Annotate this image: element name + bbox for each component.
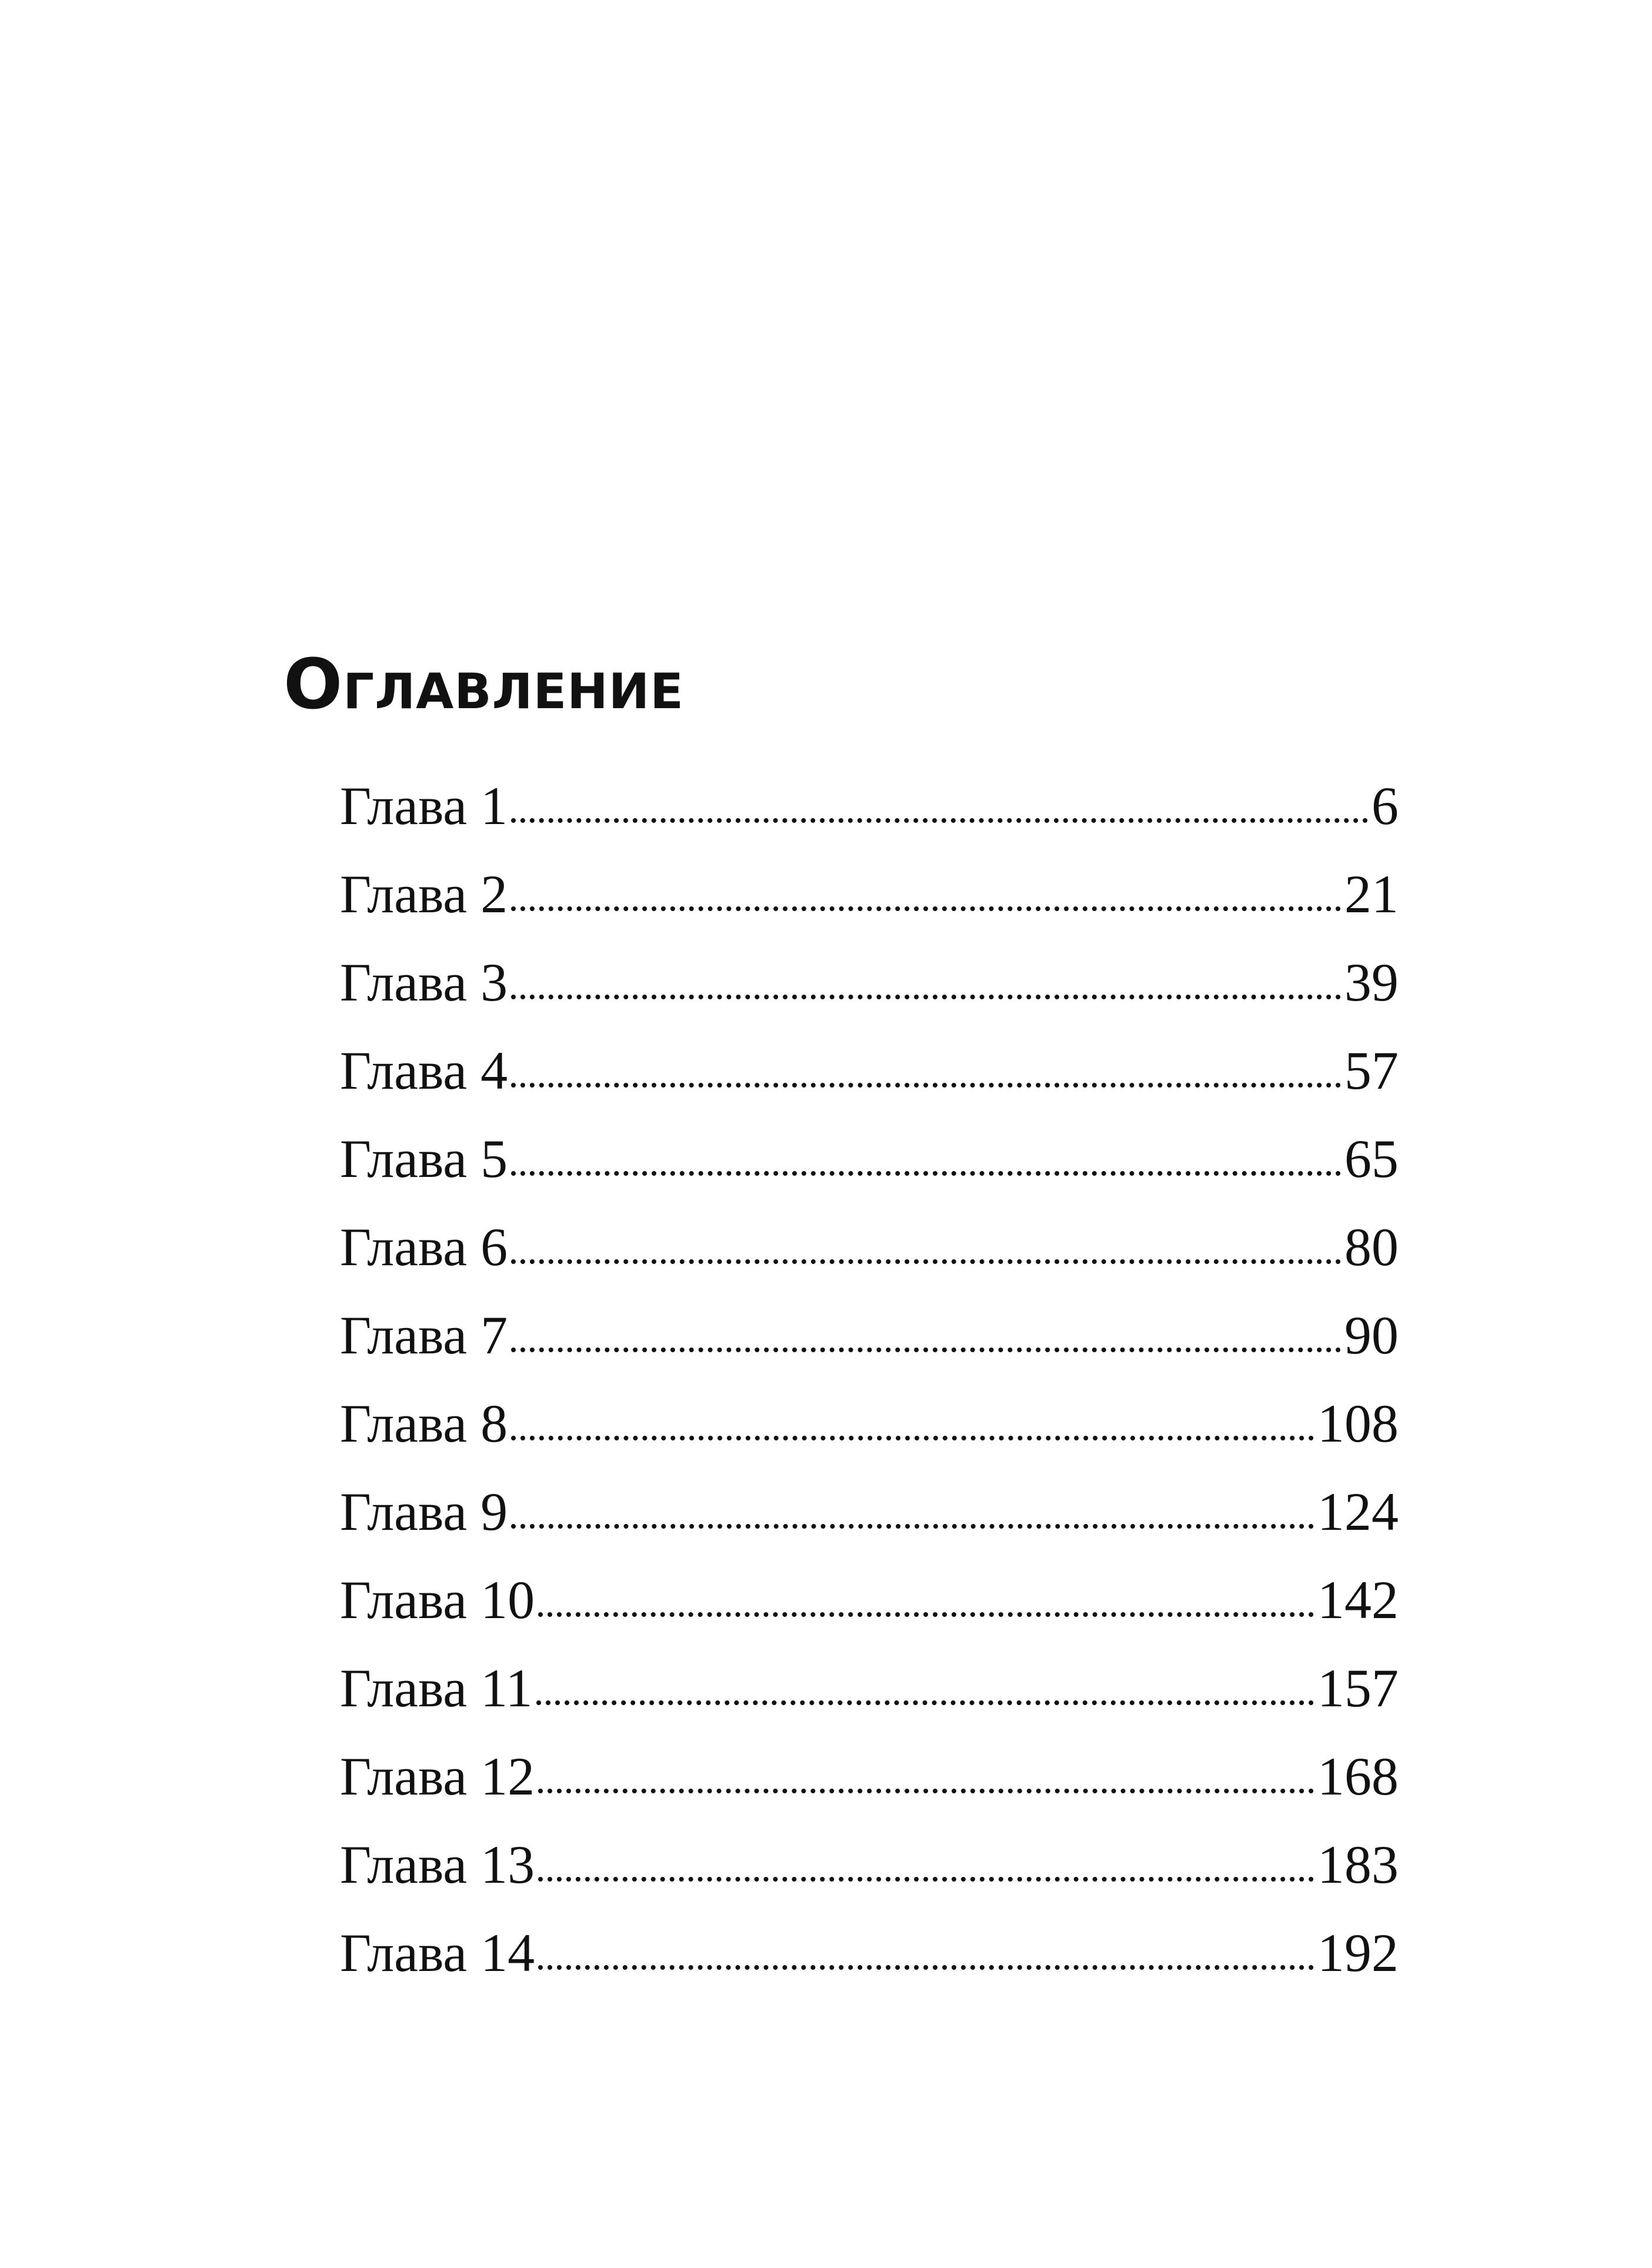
toc-entry <box>340 850 1399 938</box>
page-number: 183 <box>1317 1835 1399 1895</box>
page-number: 65 <box>1344 1129 1399 1189</box>
dot-leader <box>538 1789 1314 1793</box>
chapter-label: Глава 6 <box>340 1217 508 1277</box>
chapter-label: Глава 8 <box>340 1393 508 1453</box>
dot-leader <box>511 1171 1341 1176</box>
dot-leader <box>511 818 1368 823</box>
table-of-contents <box>340 762 1399 1997</box>
chapter-label: Глава 3 <box>340 952 508 1012</box>
page-number: 57 <box>1344 1040 1399 1100</box>
dot-leader <box>538 1965 1314 1970</box>
chapter-label: Глава 14 <box>340 1923 535 1983</box>
dot-leader <box>511 1259 1341 1264</box>
toc-entry <box>340 1291 1399 1379</box>
dot-leader <box>538 1877 1314 1882</box>
chapter-label: Глава 4 <box>340 1040 508 1100</box>
dot-leader <box>511 1083 1341 1088</box>
page-number: 21 <box>1344 864 1399 924</box>
page-number: 39 <box>1344 952 1399 1012</box>
page-number: 142 <box>1317 1570 1399 1630</box>
toc-entry <box>340 938 1399 1026</box>
chapter-label: Глава 5 <box>340 1129 508 1189</box>
toc-entry <box>340 1115 1399 1203</box>
dot-leader <box>536 1700 1314 1705</box>
chapter-label: Глава 2 <box>340 864 508 924</box>
chapter-label: Глава 1 <box>340 776 508 836</box>
toc-entry <box>340 1379 1399 1467</box>
toc-entry <box>340 1644 1399 1732</box>
page-title: Оглавление <box>283 643 684 725</box>
dot-leader <box>538 1612 1314 1617</box>
dot-leader <box>511 1436 1314 1440</box>
chapter-label: Глава 12 <box>340 1746 535 1806</box>
toc-entry <box>340 1467 1399 1556</box>
dot-leader <box>511 1524 1314 1529</box>
dot-leader <box>511 995 1341 999</box>
chapter-label: Глава 7 <box>340 1305 508 1365</box>
dot-leader <box>511 906 1341 911</box>
toc-entry <box>340 1556 1399 1644</box>
toc-entry <box>340 1732 1399 1820</box>
toc-entry <box>340 1203 1399 1291</box>
chapter-label: Глава 9 <box>340 1482 508 1542</box>
page-number: 157 <box>1317 1658 1399 1718</box>
toc-entry <box>340 762 1399 850</box>
toc-entry <box>340 1820 1399 1909</box>
dot-leader <box>511 1348 1341 1352</box>
page-number: 90 <box>1344 1305 1399 1365</box>
page-number: 6 <box>1371 776 1399 836</box>
chapter-label: Глава 11 <box>340 1658 533 1718</box>
page-number: 124 <box>1317 1482 1399 1542</box>
toc-entry <box>340 1909 1399 1997</box>
page-number: 108 <box>1317 1393 1399 1453</box>
chapter-label: Глава 10 <box>340 1570 535 1630</box>
page-number: 168 <box>1317 1746 1399 1806</box>
chapter-label: Глава 13 <box>340 1835 535 1895</box>
page-number: 192 <box>1317 1923 1399 1983</box>
page-number: 80 <box>1344 1217 1399 1277</box>
toc-entry <box>340 1026 1399 1115</box>
